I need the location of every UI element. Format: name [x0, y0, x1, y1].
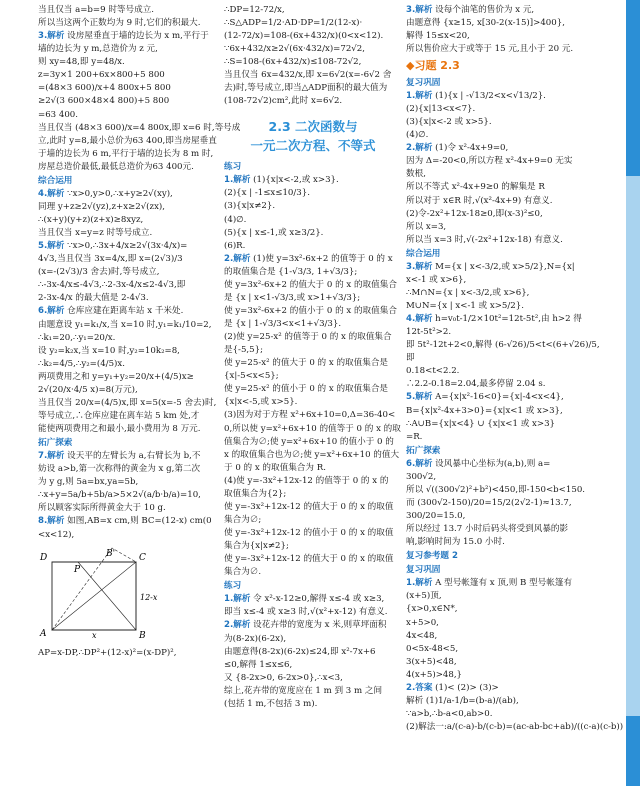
text-line: 2.解析 (1)令 x²-4x+9=0, [406, 143, 509, 154]
text-line: 取值集合为{2}; [224, 488, 287, 499]
text-line: 所以 √((300√2)²+b²)<450,即-150<b<150. [406, 484, 586, 495]
text-line: 设 y₂=k₂x,当 x=10 时,y₂=10k₂=8, [38, 345, 180, 356]
text-line: ∴2.2-0.18=2.04,最多停留 2.04 s. [406, 379, 546, 390]
text-line: B={x|x²-4x+3>0}={x|x<1 或 x>3}, [406, 405, 563, 416]
text-line: 当且仅当 20/x=(4/5)x,即 x=5(x=-5 舍去)时, [38, 397, 217, 408]
column-right-body [406, 90, 600, 549]
section-title-line2: 一元二次方程、不等式 [250, 137, 376, 153]
review-heading: 复习巩固 [406, 77, 441, 88]
column-right-body-2 [406, 577, 624, 734]
text-line: 综合运用 [406, 248, 441, 259]
text-line: 集合为{x|x≠2}; [224, 541, 289, 552]
text-line: {x|x<-5,或 x>5}. [224, 397, 298, 408]
column-middle-body-2 [224, 593, 402, 711]
text-line: 墙的边长为 y m,总造价为 z 元, [38, 44, 158, 55]
text-line: (4)∅. [406, 130, 429, 141]
text-line: 是 {x | x<1-√3/3,或 x>1+√3/3}; [224, 292, 361, 303]
text-line: 5.解析 ∵x>0,∴3x+4/x≥2√(3x·4/x)= [38, 241, 188, 252]
text-line: {x|-5<x<5}; [224, 371, 279, 382]
text-line: 所以不等式 x²-4x+9≥0 的解集是 R [406, 182, 545, 193]
text-line: 数根, [406, 169, 426, 180]
fig-label-x: x [92, 630, 97, 640]
text-line: M∪N={x | x<-1 或 x>5/2}. [406, 301, 524, 312]
text-line: 当且仅当 x=y=z 时等号成立. [38, 228, 153, 239]
column-middle-top-text [224, 4, 402, 109]
text-line: 由题意得 {x≥15, x[30-2(x-15)]>400}, [406, 18, 565, 29]
text-line: 的取值集合是 {1-√3/3, 1+√3/3}; [224, 266, 358, 277]
column-middle-body [224, 174, 402, 579]
text-line: ≥2√(3 600×48×4 800)+5 800 [38, 96, 170, 107]
text-line: 0,所以使 y=x²+6x+10 的值等于 0 的 x 的取 [224, 423, 401, 434]
text-line: ∴k₁=20,∴y₁=20/x. [38, 332, 116, 343]
text-line: 2.答案 (1)< (2)> (3)> [406, 682, 499, 693]
text-line: 2√(20/x·4/5 x)=8(万元), [38, 384, 138, 395]
text-line: 使 y=-3x²+12x-12 的值大于 0 的 x 的取值 [224, 554, 394, 565]
review-consolidate-heading: 复习巩固 [406, 565, 441, 576]
text-line: 4.解析 ∵x>0,y>0,∴x+y≥2√(xy), [38, 188, 173, 199]
text-line: 立,此时 y=8,最小总价为63 400,即当房屋垂直 [38, 135, 217, 146]
text-line: ∴M∩N={x | x<-3/2,或 x>6}, [406, 287, 530, 298]
text-line: (2)解法一:a/(c-a)-b/(c-b)=(ac-ab-bc+ab)/((c-a)(c-b)) [406, 722, 624, 733]
text-line: 去)时,等号成立,即当△ADP面积的最大值为 [224, 83, 388, 94]
text-line: (2)使 y=25-x² 的值等于 0 的 x 的取值集合 [224, 332, 392, 343]
text-line: 由题意设 y₁=k₁/x,当 x=10 时,y₁=k₁/10=2, [38, 319, 212, 330]
text-line: ∴A∪B={x|x<4} ∪ {x|x<1 或 x>3} [406, 418, 556, 429]
fig-label-bprime: B' [106, 548, 116, 559]
text-line: 解析 (1)1/a-1/b=(b-a)/(ab), [406, 695, 519, 706]
text-line: 8.解析 如图,AB=x cm,则 BC=(12-x) cm(0 [38, 516, 212, 527]
text-line: (2){x | -1≤x≤10/3}. [224, 188, 310, 199]
text-line: 所以顾客实际所得黄金大于 10 g. [38, 503, 166, 514]
text-line: 于 0 的 x 的取值集合为 R. [224, 462, 326, 473]
text-line: (12-72/x)=108-(6x+432/x)(0<x<12). [224, 31, 384, 42]
text-line: 使 y=25-x² 的值大于 0 的 x 的取值集合是 [224, 358, 389, 369]
fig-label-b: B [139, 630, 146, 641]
text-line: 响,影响时间为 15.0 小时. [406, 537, 505, 548]
text-line: 当且仅当 6x=432/x,即 x=6√2(x=-6√2 舍 [224, 70, 392, 81]
text-line: (x=-(2√3)/3 舍去)时,等号成立, [38, 267, 160, 278]
text-line: 房屋总造价最低,最低总造价为63 400元. [38, 161, 194, 172]
text-line: 4x<48, [406, 630, 438, 641]
fig-label-d: D [40, 552, 48, 563]
text-line: 当且仅当 (48×3 600)/x=4 800x,即 x=6 时,等号成 [38, 122, 241, 133]
side-tab-top [626, 0, 640, 176]
text-line: (3){x|x≠2}. [224, 201, 276, 212]
column-right-top-text [406, 4, 596, 56]
text-line: (4)∅. [224, 214, 247, 225]
text-line: ∴(x+y)(y+z)(z+x)≥8xyz, [38, 215, 144, 225]
text-line: z=3y×1 200+6x×800+5 800 [38, 70, 165, 81]
text-line: ≤0,解得 1≤x≤6, [224, 659, 293, 670]
text-line: 使 y=25-x² 的值小于 0 的 x 的取值集合是 [224, 384, 389, 395]
column-left-last-line: AP=x-DP,∴DP²+(12-x)²=(x-DP)², [38, 647, 177, 658]
text-line: (3)因为对于方程 x²+6x+10=0,Δ=36-40< [224, 410, 396, 421]
text-line: 因为 Δ=-20<0,所以方程 x²-4x+9=0 无实 [406, 156, 573, 167]
text-line: 即 5t²-12t+2<0,解得 (6-√26)/5<t<(6+√26)/5, [406, 340, 600, 351]
text-line: 0<5x-48<5, [406, 643, 459, 654]
text-line: =(48×3 600)/x+4 800x+5 800 [38, 83, 171, 94]
text-line: (5){x | x≤-1,或 x≥3/2}. [224, 227, 324, 238]
practice-heading: 练习 [224, 162, 242, 173]
text-line: (4)使 y=-3x²+12x-12 的值等于 0 的 x 的 [224, 475, 389, 486]
text-line: 由题意得(8-2x)(6-2x)≤24,即 x²-7x+6 [224, 646, 376, 657]
text-line: ∴-3x-4/x≤-4√3,∴2-3x-4/x≤2-4√3,即 [38, 280, 186, 291]
text-line: 6.解析 设风暴中心坐标为(a,b),则 a= [406, 458, 551, 469]
text-line: ∴S=108-(6x+432/x)≤108-72√2, [224, 57, 362, 68]
section-title-line1: 2.3 二次函数与 [268, 118, 358, 134]
exercise-title: ◆习题 2.3 [406, 59, 460, 73]
fig-label-p: P [74, 564, 81, 575]
text-line: 为 y g,则 5a=bx,ya=5b, [38, 477, 139, 488]
text-line: 4√3,当且仅当 3x=4/x,即 x=(2√3)/3 [38, 254, 183, 265]
review-reference-heading: 复习参考题 2 [406, 551, 458, 562]
rectangle-fold-figure [38, 548, 216, 645]
text-line: 2.解析 (1)使 y=3x²-6x+2 的值等于 0 的 x [224, 253, 393, 264]
section-title [224, 117, 402, 156]
text-line: 300√2, [406, 471, 437, 482]
text-line: =63 400. [38, 109, 79, 120]
column-middle [224, 4, 402, 786]
text-line: x+5>0, [406, 617, 439, 628]
text-line: ∴S△ADP=1/2·AD·DP=1/2(12-x)· [224, 18, 363, 29]
text-line: 两项费用之和 y=y₁+y₂=20/x+(4/5)x≥ [38, 371, 194, 382]
text-line: ∵a>b,∴b-a<0,ab>0. [406, 708, 493, 719]
text-line: 300/20=15.0, [406, 511, 466, 522]
text-line: 值集合为∅;使 y=x²+6x+10 的值小于 0 的 [224, 436, 394, 447]
text-line: x<-1 或 x>6}, [406, 274, 467, 285]
text-line: x 的取值集合也为∅;使 y=x²+6x+10 的值大 [224, 449, 400, 460]
text-line: ∴DP=12-72/x, [224, 5, 285, 15]
text-line: ∵6x+432/x≥2√(6x·432/x)=72√2, [224, 44, 365, 55]
text-line: 0.18<t<2.2. [406, 366, 460, 377]
text-line: <x<12), [38, 529, 75, 540]
text-line: 使 y=3x²-6x+2 的值小于 0 的 x 的取值集合 [224, 305, 397, 316]
text-line: 所以当 x=3 时,√(-2x²+12x-18) 有意义. [406, 234, 563, 245]
text-line: 即 [406, 353, 415, 364]
fig-label-a: A [40, 628, 47, 639]
text-line: 又 {8-2x>0, 6-2x>0},∴x<3, [224, 672, 343, 683]
text-line: 3.解析 设每个油笔的售价为 x 元, [406, 5, 535, 15]
text-line: 3.解析 M={x | x<-3/2,或 x>5/2},N={x| [406, 261, 575, 272]
text-line: 1.解析 令 x²-x-12≥0,解得 x≤-4 或 x≥3, [224, 594, 385, 605]
text-line: 即当 x≤-4 或 x≥3 时,√(x²+x-12) 有意义. [224, 607, 388, 618]
text-line: 同理 y+z≥2√(yz),z+x≥2√(zx), [38, 201, 165, 212]
text-line: 1.解析 (1){x|x<-2,或 x>3}. [224, 175, 339, 186]
text-line: 当且仅当 a=b=9 时等号成立. [38, 5, 155, 15]
text-line: 所以售价应大于或等于 15 元,且小于 20 元. [406, 44, 574, 55]
text-line: 2-3x-4/x 的最大值是 2-4√3. [38, 293, 149, 304]
text-line: 所以当这两个正数均为 9 时,它们的积最大. [38, 18, 201, 29]
text-line: 1.解析 A 型号帐篷有 x 顶,则 B 型号帐篷有 [406, 578, 573, 589]
side-tab-bottom [626, 716, 640, 786]
text-line: 综上,花卉带的宽度应在 1 m 到 3 m 之间 [224, 685, 383, 696]
text-line: 集合为∅. [224, 567, 262, 578]
text-line: ∴k₂=4/5,∴y₂=(4/5)x. [38, 358, 125, 369]
text-line: 6.解析 仓库应建在距离车站 x 千米处. [38, 306, 184, 317]
text-line: 3.解析 设房屋垂直于墙的边长为 x m,平行于 [38, 31, 209, 42]
text-line: (2)令-2x²+12x-18≥0,即(x-3)²≤0, [406, 208, 543, 219]
text-line: 所以经过 13.7 小时后码头将受到风暴的影 [406, 524, 569, 535]
fig-label-c: C [139, 552, 146, 563]
text-line: 能使两项费用之和最小,最小费用为 8 万元. [38, 424, 201, 434]
text-line: 综合运用 [38, 175, 73, 186]
text-line: {x>0,x∈N*, [406, 604, 458, 615]
text-line: 1.解析 (1){x | -√13/2<x<√13/2}. [406, 91, 546, 102]
text-line: 为(8-2x)(6-2x), [224, 633, 287, 644]
side-tab-middle [626, 176, 640, 716]
text-line: 等号成立,∴仓库应建在离车站 5 km 处,才 [38, 410, 200, 421]
text-line: 所以对于 x∈R 时,√(x²-4x+9) 有意义. [406, 195, 553, 206]
practice-heading-2: 练习 [224, 581, 242, 592]
text-line: 3(x+5)<48, [406, 656, 457, 667]
text-line: 是{-5,5}; [224, 345, 263, 356]
text-line: 7.解析 设天平的左臂长为 a,右臂长为 b,不 [38, 451, 201, 462]
text-line: 4.解析 h=v₀t-1/2×10t²=12t-5t²,由 h>2 得 [406, 314, 582, 325]
text-line: 所以 x=3, [406, 221, 447, 232]
text-line: 4(x+5)>48,} [406, 669, 463, 680]
text-line: (3){x|x<-2 或 x>5}. [406, 117, 492, 128]
text-line: (2){x|13<x<7}. [406, 104, 476, 115]
text-line: 则 xy=48,即 y=48/x. [38, 57, 125, 68]
text-line: 5.解析 A={x|x²-16<0}={x|-4<x<4}, [406, 392, 564, 403]
text-line: ∴x+y=5a/b+5b/a>5×2√(a/b·b/a)=10, [38, 490, 201, 501]
text-line: (包括 1 m,不包括 3 m). [224, 698, 318, 709]
text-line: 而 (300√2-150)/20=15/2(2√2-1)≈13.7, [406, 497, 572, 508]
text-line: 使 y=-3x²+12x-12 的值小于 0 的 x 的取值 [224, 528, 394, 538]
text-line: 于墙的边长为 6 m,平行于墙的边长为 8 m 时, [38, 148, 214, 159]
text-line: 是 {x | 1-√3/3<x<1+√3/3}. [224, 319, 342, 329]
text-line: (6)R. [224, 240, 246, 251]
column-right [406, 4, 624, 786]
text-line: 使 y=-3x²+12x-12 的值大于 0 的 x 的取值 [224, 501, 394, 512]
text-line: 12t-5t²>2. [406, 327, 452, 338]
text-line: 解得 15≤x<20, [406, 31, 470, 42]
text-line: 妨设 a>b,第一次称得的黄金为 x g,第二次 [38, 464, 201, 475]
text-line: 使 y=3x²-6x+2 的值大于 0 的 x 的取值集合 [224, 279, 397, 290]
text-line: (x+5)顶, [406, 591, 442, 602]
text-line: 2.解析 设花卉带的宽度为 x 米,则草坪面积 [224, 620, 387, 631]
fig-label-side: 12-x [140, 592, 158, 602]
text-line: =R. [406, 431, 423, 442]
text-line: 拓广探索 [406, 445, 441, 456]
text-line: (108-72√2)cm²,此时 x=6√2. [224, 96, 343, 107]
text-line: 集合为∅; [224, 514, 262, 525]
text-line: 拓广探索 [38, 438, 73, 449]
